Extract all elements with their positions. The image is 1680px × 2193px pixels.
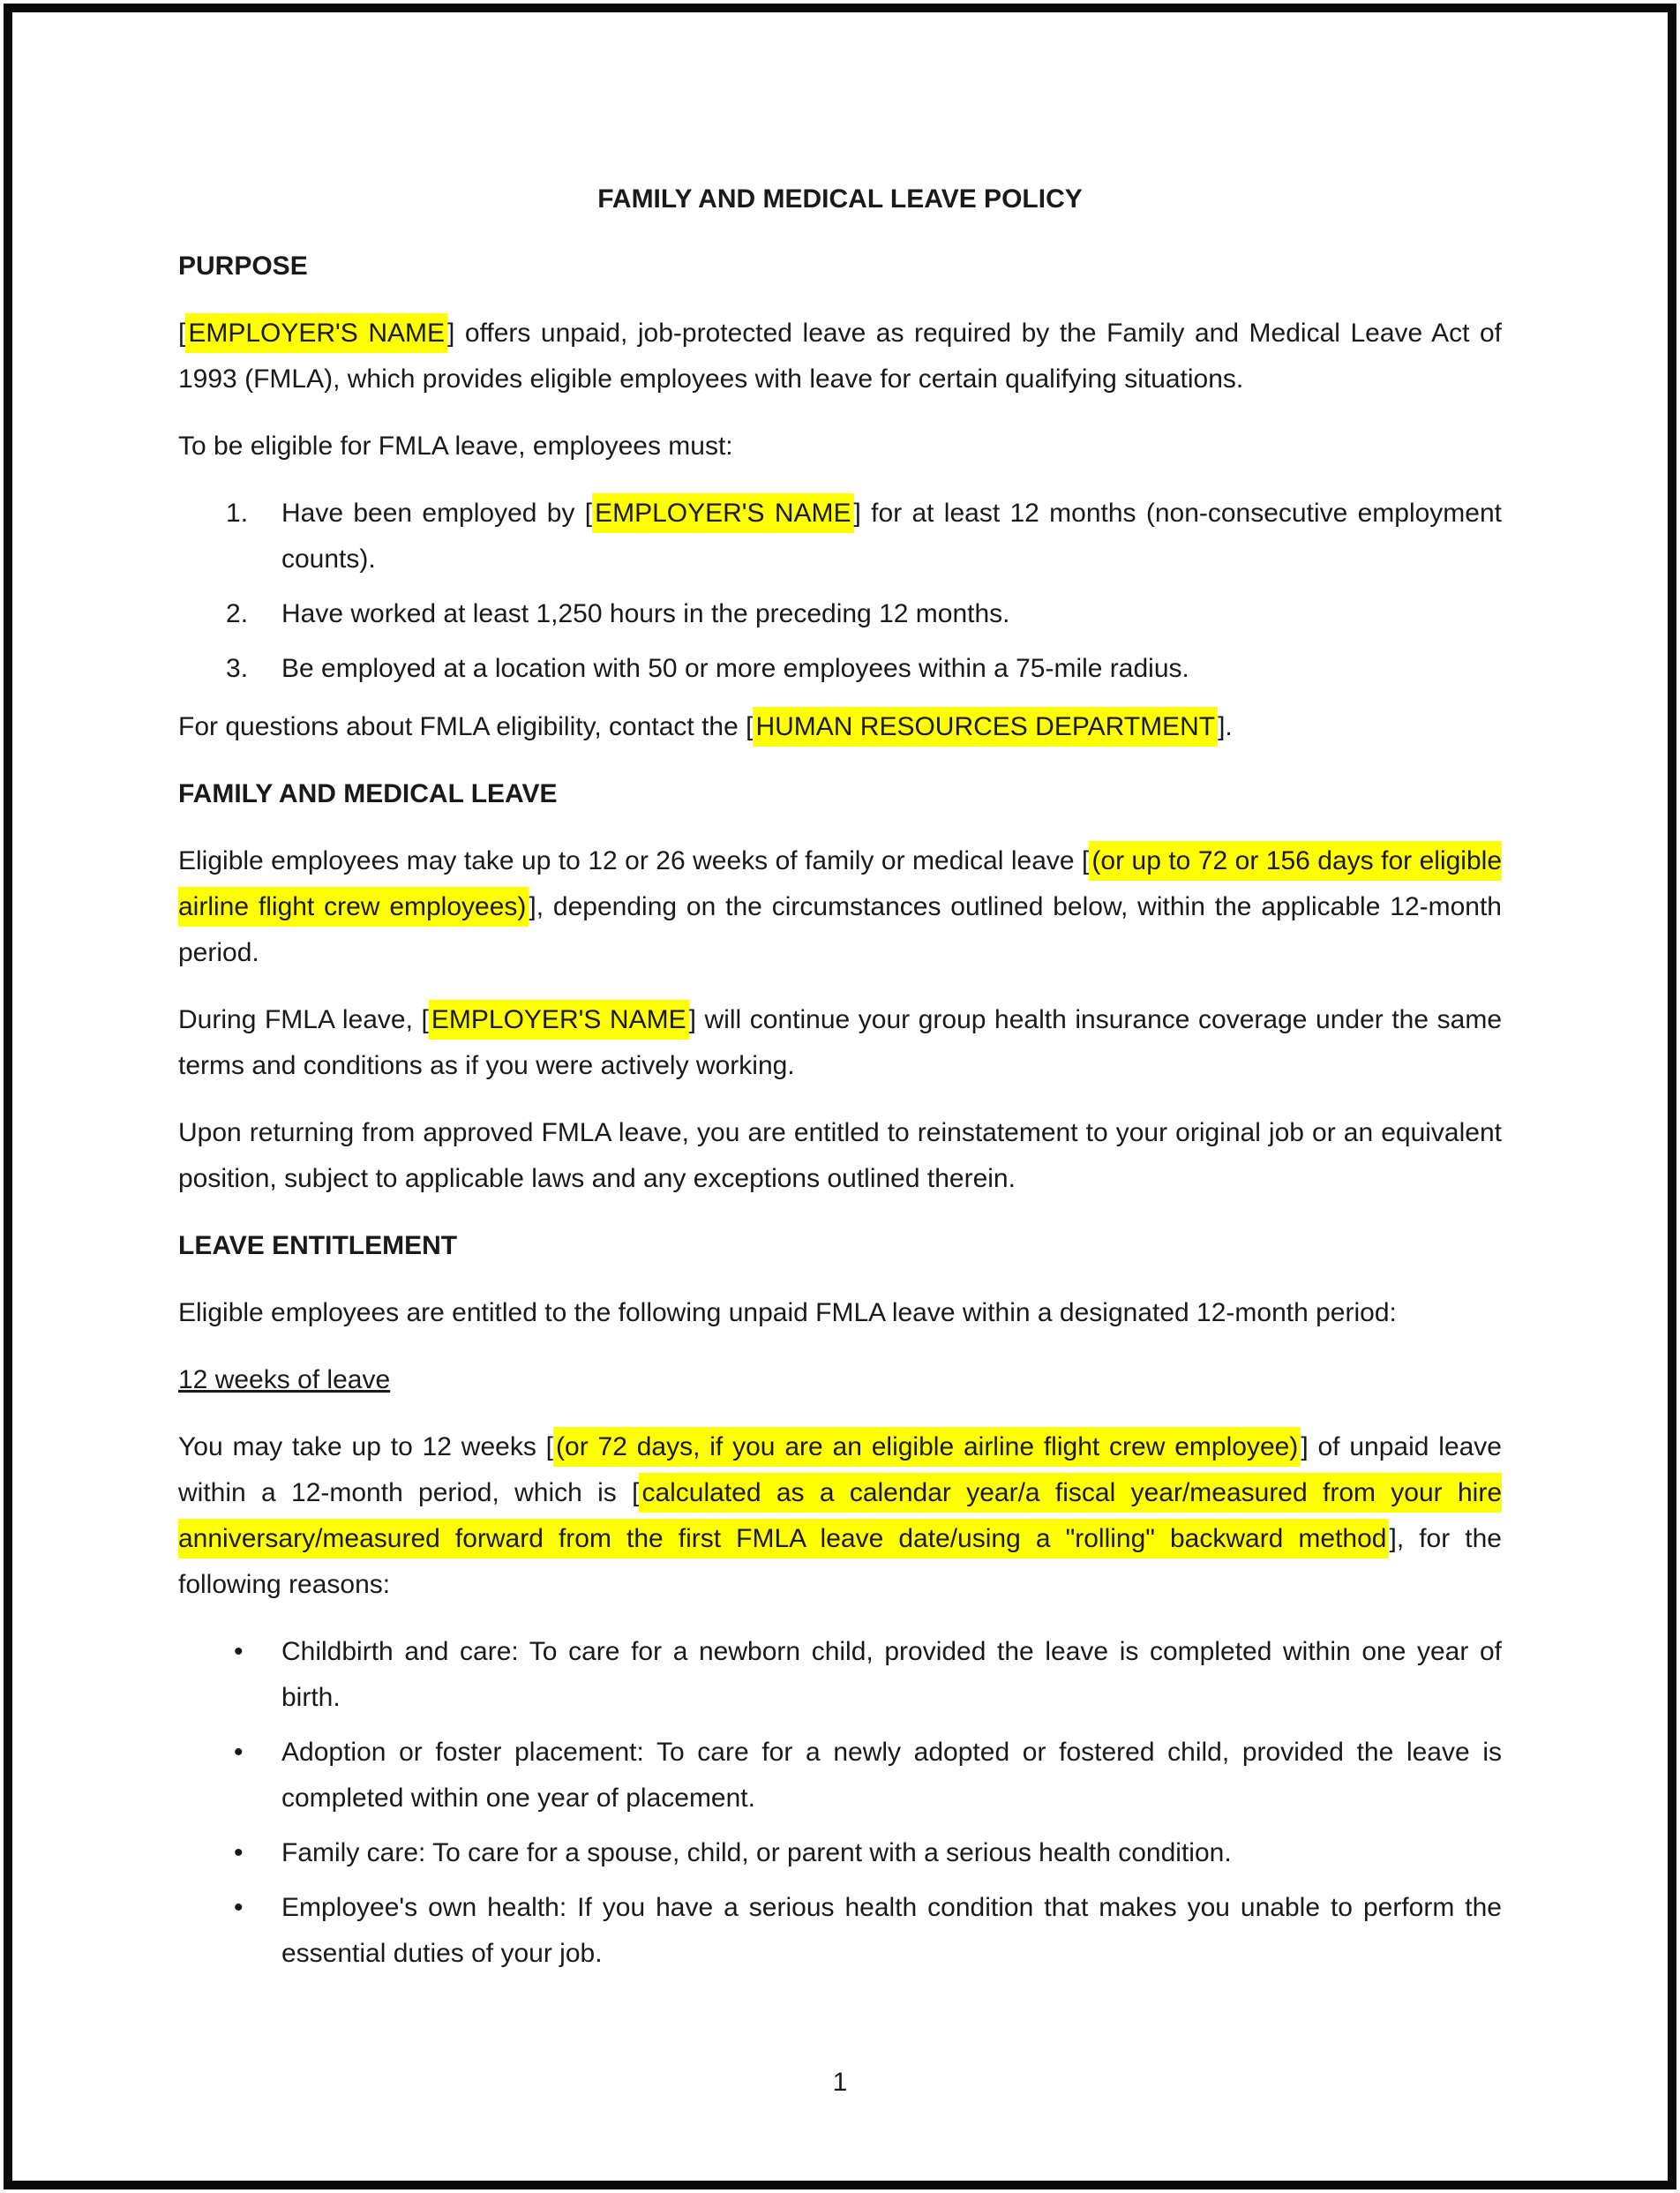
reinstatement-paragraph: Upon returning from approved FMLA leave, you are entitled to reinstatement to your original job or an equivalent position, subject to applicable laws and any exceptions outlined therein. (178, 1118, 1502, 1193)
insurance-paragraph: During FMLA leave, [ EMPLOYER'S NAME ] will continue your group health insurance coverage under the same terms and conditions as if you were actively working. (178, 997, 1502, 1089)
leave-reason-item: • Childbirth and care: To care for a newborn child, provided the leave is completed within one year of birth. (281, 1629, 1502, 1721)
highlighted-placeholder: EMPLOYER'S NAME (185, 313, 447, 353)
page-number: 1 (832, 2068, 848, 2097)
highlighted-placeholder: EMPLOYER'S NAME (592, 493, 853, 533)
twelve-weeks-paragraph: You may take up to 12 weeks [ (or 72 days, if you are an eligible airline flight crew employee) ] of unpaid leave within a 12-month period, which is [ calculated as a calendar year/a fiscal year/measured from your hire anniversary/measured forward from the first FMLA leave date/using a "rolling" backward method ], for the following reasons: (178, 1424, 1502, 1608)
highlighted-placeholder: EMPLOYER'S NAME (429, 1000, 689, 1040)
twelve-weeks-subheading: 12 weeks of leave (178, 1365, 391, 1394)
leave-entitlement-heading: LEAVE ENTITLEMENT (178, 1231, 458, 1260)
leave-reason-item: • Employee's own health: If you have a serious health condition that makes you unable to perform the essential duties of your job. (281, 1885, 1502, 1977)
highlighted-placeholder: (or 72 days, if you are an eligible airline flight crew employee) (553, 1427, 1301, 1467)
document-title: FAMILY AND MEDICAL LEAVE POLICY (597, 184, 1083, 214)
highlighted-placeholder: calculated as a calendar year/a fiscal year/measured from your hire anniversary/measured forward from the first FMLA leave date/using a "rolling" backward method (178, 1473, 1502, 1558)
entitlement-intro-paragraph: Eligible employees are entitled to the following unpaid FMLA leave within a designated 12-month period: (178, 1298, 1397, 1327)
eligibility-lead-paragraph: To be eligible for FMLA leave, employees must: (178, 432, 733, 461)
leave-reason-item: • Adoption or foster placement: To care for a newly adopted or fostered child, provided the leave is completed within one year of placement. (281, 1730, 1502, 1821)
eligibility-item: Have been employed by [ EMPLOYER'S NAME ] for at least 12 months (non-consecutive employment counts). (281, 491, 1502, 582)
leave-reasons-list (178, 1629, 1502, 1977)
contact-paragraph: For questions about FMLA eligibility, contact the [ HUMAN RESOURCES DEPARTMENT ]. (178, 704, 1502, 750)
leave-reason-item: • Family care: To care for a spouse, child, or parent with a serious health condition. (281, 1830, 1502, 1876)
eligibility-item: Be employed at a location with 50 or more employees within a 75-mile radius. (281, 654, 1189, 683)
highlighted-placeholder: HUMAN RESOURCES DEPARTMENT (753, 707, 1218, 747)
eligibility-item: Have worked at least 1,250 hours in the preceding 12 months. (281, 599, 1010, 628)
purpose-heading: PURPOSE (178, 252, 308, 281)
leave-duration-paragraph: Eligible employees may take up to 12 or 26 weeks of family or medical leave [ (or up to 72 or 156 days for eligible airline flight crew employees) ], depending on the circumstances outlined below, within the applicable 12-month period. (178, 838, 1502, 976)
eligibility-list (178, 491, 1502, 692)
purpose-intro-paragraph: [ EMPLOYER'S NAME ] offers unpaid, job-protected leave as required by the Family and Medical Leave Act of 1993 (FMLA), which provides eligible employees with leave for certain qualifying situations. (178, 311, 1502, 402)
document-page (4, 4, 1676, 2189)
highlighted-placeholder: (or up to 72 or 156 days for eligible airline flight crew employees) (178, 841, 1502, 927)
family-medical-leave-heading: FAMILY AND MEDICAL LEAVE (178, 779, 558, 808)
document-content (12, 12, 1668, 1977)
